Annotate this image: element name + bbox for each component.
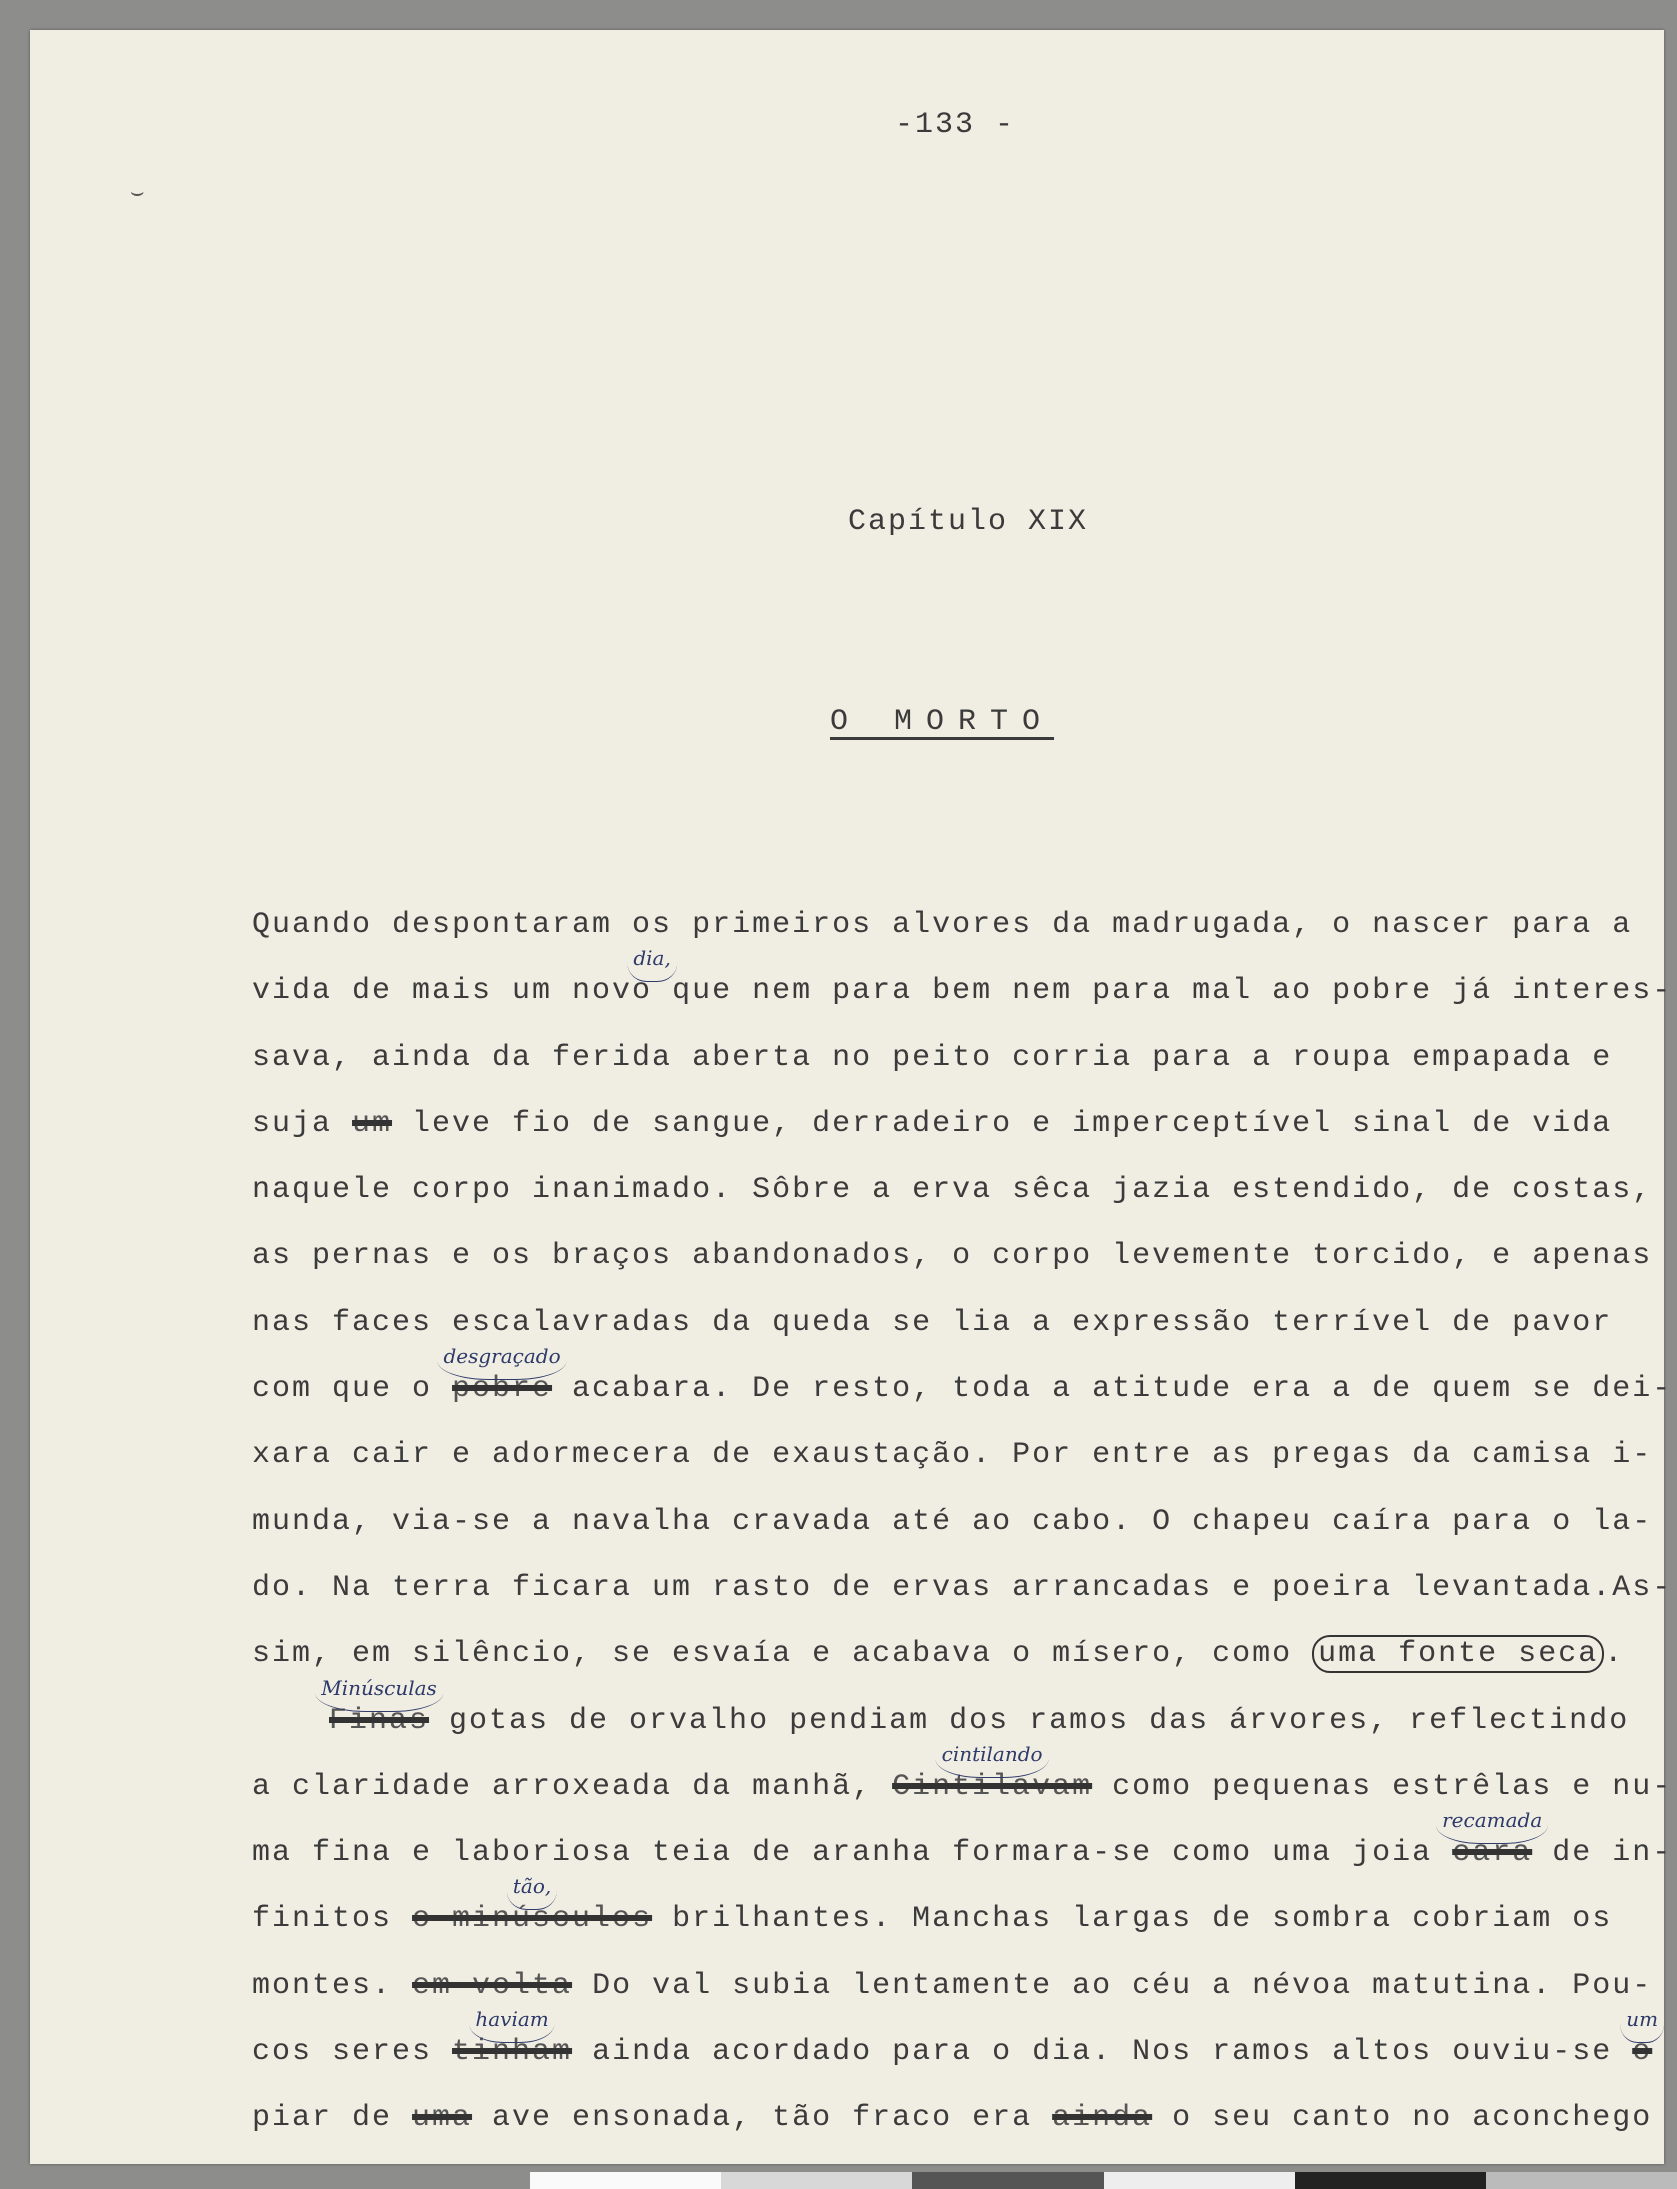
text-line bbox=[252, 1233, 1677, 1299]
text-line bbox=[252, 2007, 1677, 2095]
struck-word: o um bbox=[1632, 2035, 1652, 2069]
struck-word: cara recamada bbox=[1452, 1836, 1532, 1870]
body-text bbox=[252, 902, 1677, 2162]
text-line bbox=[252, 1631, 1677, 1697]
handwritten-correction: recamada bbox=[1436, 1797, 1548, 1844]
typed-text: vida de mais um novo bbox=[252, 974, 653, 1009]
struck-word: Cintilavam cintilando bbox=[892, 1770, 1092, 1804]
text-line bbox=[252, 1565, 1677, 1631]
typed-text: ma fina e laboriosa teia de aranha formara-se como uma joia bbox=[252, 1836, 1453, 1871]
typed-text: sava, ainda da ferida aberta no peito corria para a roupa empapada e bbox=[252, 1040, 1613, 1075]
document-page bbox=[30, 30, 1673, 2164]
text-line bbox=[252, 1499, 1677, 1565]
text-line bbox=[252, 1167, 1677, 1233]
handwritten-correction: cintilando bbox=[936, 1731, 1049, 1778]
typed-text: naquele corpo inanimado. Sôbre a erva sêca jazia estendido, de costas, bbox=[252, 1173, 1653, 1208]
text-line bbox=[252, 2095, 1677, 2161]
chapter-title bbox=[830, 705, 1054, 739]
struck-word: ainda bbox=[1052, 2101, 1153, 2136]
handwritten-correction: desgraçado bbox=[437, 1333, 566, 1380]
typed-text: Quando despontaram os primeiros alvores da madrugada, o nascer para a bbox=[252, 908, 1633, 942]
typed-text: a claridade arroxeada da manhã, bbox=[252, 1769, 893, 1804]
struck-word: pobre desgraçado bbox=[452, 1372, 552, 1406]
chapter-heading: Capítulo XIX bbox=[848, 505, 1089, 539]
typed-text: suja bbox=[252, 1106, 353, 1141]
typed-text: finitos bbox=[252, 1902, 413, 1937]
handwritten-correction: Minúsculas bbox=[315, 1665, 443, 1712]
text-line bbox=[252, 902, 1677, 968]
typed-text: gotas de orvalho pendiam dos ramos das árvores, reflectindo bbox=[429, 1703, 1630, 1738]
circled-text: uma fonte seca bbox=[1312, 1635, 1604, 1673]
typed-text: do. Na terra ficara um rasto de ervas arrancadas e poeira levantada.As- bbox=[252, 1570, 1673, 1605]
typed-text: munda, via-se a navalha cravada até ao cabo. O chapeu caíra para o la- bbox=[252, 1504, 1653, 1539]
struck-word: um bbox=[352, 1106, 393, 1141]
typed-text: xara cair e adormecera de exaustação. Por entre as pregas da camisa i- bbox=[252, 1438, 1653, 1473]
handwritten-correction: tão, bbox=[507, 1863, 557, 1910]
typed-text: . bbox=[1604, 1637, 1625, 1672]
typed-text: cos seres bbox=[252, 2035, 453, 2070]
typed-text: de in- bbox=[1532, 1836, 1673, 1871]
struck-word: uma bbox=[412, 2101, 473, 2136]
typed-text: como pequenas estrêlas e nu- bbox=[1092, 1769, 1673, 1804]
color-calibration-strip bbox=[530, 2172, 1677, 2189]
typed-text: sim, em silêncio, se esvaía e acabava o mísero, como bbox=[252, 1637, 1313, 1672]
typed-text: leve fio de sangue, derradeiro e imperceptível sinal de vida bbox=[392, 1106, 1613, 1141]
typed-text: acabara. De resto, toda a atitude era a de quem se dei- bbox=[552, 1372, 1673, 1407]
typed-text: ainda acordado para o dia. Nos ramos altos ouviu-se bbox=[572, 2035, 1633, 2070]
struck-word: em volta bbox=[412, 1968, 573, 2003]
typed-text: com que o bbox=[252, 1372, 453, 1407]
page-number: -133 - bbox=[895, 108, 1016, 142]
typed-text: brilhantes. Manchas largas de sombra cobriam os bbox=[652, 1902, 1613, 1937]
text-line bbox=[252, 946, 1677, 1034]
typed-text: nas faces escalavradas da queda se lia a expressão terrível de pavor bbox=[252, 1305, 1613, 1340]
typed-text: Do val subia lentamente ao céu a névoa matutina. Pou- bbox=[572, 1968, 1653, 2003]
pencil-mark: ⌣ bbox=[130, 180, 145, 205]
typed-text: as pernas e os braços abandonados, o corpo levemente torcido, e apenas bbox=[252, 1239, 1653, 1274]
typed-text: piar de bbox=[252, 2101, 413, 2136]
struck-word: o minúsculos tão, bbox=[412, 1902, 652, 1936]
text-line bbox=[252, 1344, 1677, 1432]
struck-word: Finas Minúsculas bbox=[329, 1704, 429, 1738]
struck-word: tinham haviam bbox=[452, 2035, 572, 2069]
handwritten-correction: um bbox=[1620, 1996, 1664, 2043]
text-line bbox=[252, 1432, 1677, 1498]
handwritten-correction: dia, bbox=[627, 935, 676, 982]
typed-text: o seu canto no aconchego bbox=[1152, 2101, 1653, 2136]
text-line bbox=[252, 1963, 1677, 2029]
chapter-title-text: O MORTO bbox=[830, 705, 1055, 739]
text-line bbox=[252, 1808, 1677, 1896]
typed-text: que nem para bem nem para mal ao pobre já interes- bbox=[652, 974, 1673, 1009]
typed-text: ave ensonada, tão fraco era bbox=[472, 2101, 1053, 2136]
text-line bbox=[252, 1874, 1677, 1962]
handwritten-correction: haviam bbox=[469, 1996, 554, 2043]
text-line bbox=[252, 1101, 1677, 1167]
text-line bbox=[252, 1035, 1677, 1101]
typed-text: montes. bbox=[252, 1968, 413, 2003]
